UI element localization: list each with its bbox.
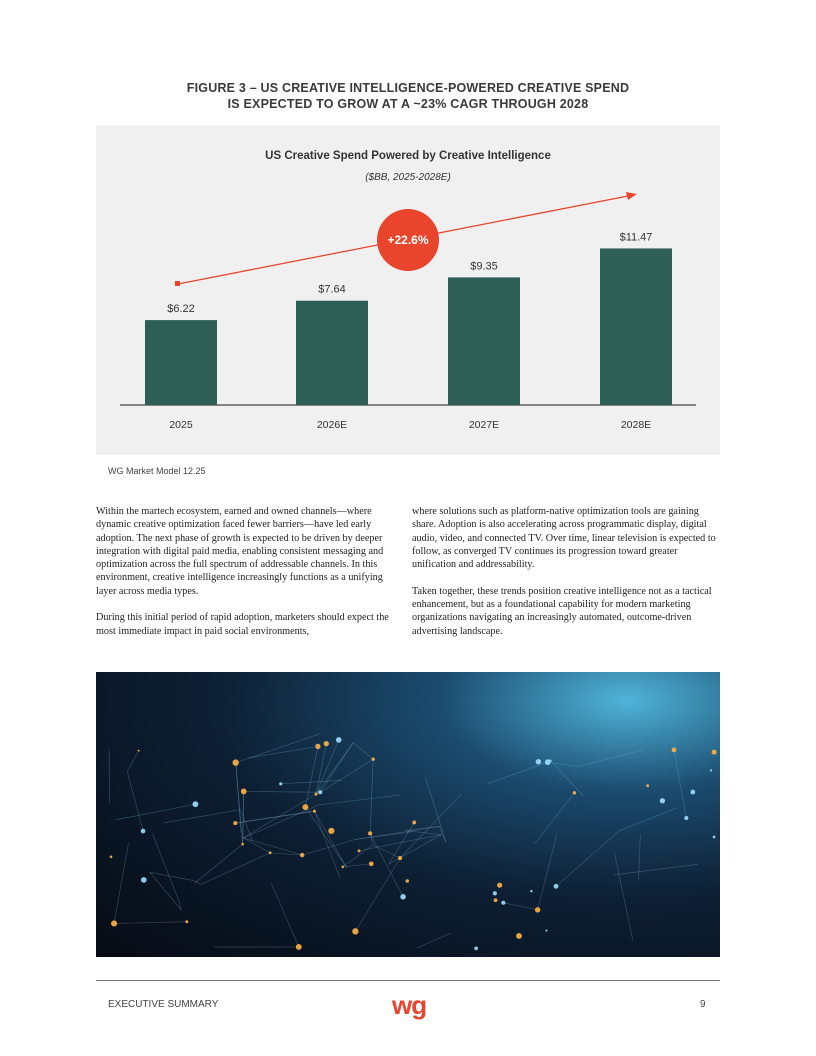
figure-title-line-2: IS EXPECTED TO GROW AT A ~23% CAGR THROUGH 2028 [227, 97, 589, 111]
network-landscape-image [96, 672, 720, 957]
bar-value-label: $11.47 [619, 231, 653, 244]
x-tick-label: 2027E [468, 419, 500, 431]
chart-title: US Creative Spend Powered by Creative Intelligence [265, 150, 551, 162]
paragraph: Taken together, these trends position creative intelligence not as a tactical enhancement, but as a foundational capability for modern marketing organizations navigating an increasingly automated, outcome-driven advertising landscape. [412, 585, 712, 637]
body-column-left [96, 505, 392, 651]
x-tick-label: 2025 [169, 419, 193, 431]
wg-logo: wg [392, 990, 427, 1020]
paragraph: During this initial period of rapid adoption, marketers should expect the most immediate impact in paid social environments, [96, 612, 389, 637]
bar-2028E [600, 248, 672, 405]
x-tick-label: 2026E [316, 419, 348, 431]
arrow-head-icon [626, 192, 637, 200]
footer-section-label: EXECUTIVE SUMMARY [108, 999, 219, 1010]
bar-value-label: $7.64 [318, 283, 346, 296]
chart-subtitle: ($BB, 2025-2028E) [365, 172, 451, 183]
bar-chart [0, 0, 816, 470]
figure-title-line-1: FIGURE 3 – US CREATIVE INTELLIGENCE-POWERED CREATIVE SPEND [186, 81, 630, 95]
bar-value-label: $6.22 [167, 303, 195, 316]
network-lines-illustration [96, 672, 720, 957]
cagr-badge-label: +22.6% [387, 233, 429, 247]
network-mesh [109, 734, 717, 951]
body-column-right [412, 505, 722, 651]
paragraph: where solutions such as platform-native optimization tools are gaining share. Adoption is also accelerating across programmatic display, digital audio, video, and connected TV. Over time, linear television is expected to follow, as converged TV continues its progression toward greater unification and addressability. [412, 506, 716, 571]
footer-divider [96, 980, 720, 981]
source-note: WG Market Model 12.25 [108, 466, 206, 476]
bar-2026E [296, 301, 368, 405]
bar-2025 [145, 320, 217, 405]
x-tick-label: 2028E [620, 419, 652, 431]
bar-value-label: $9.35 [470, 260, 498, 273]
arrow-start-marker [175, 281, 180, 286]
page-number: 9 [700, 999, 706, 1010]
bar-2027E [448, 277, 520, 405]
paragraph: Within the martech ecosystem, earned and owned channels—where dynamic creative optimization faced fewer barriers—have led early adoption. The next phase of growth is expected to be driven by deeper integration with digital paid media, enabling consistent messaging and optimization across the full spectrum of addressable channels. In this environment, creative intelligence increasingly functions as a unifying layer across media types. [96, 506, 384, 597]
